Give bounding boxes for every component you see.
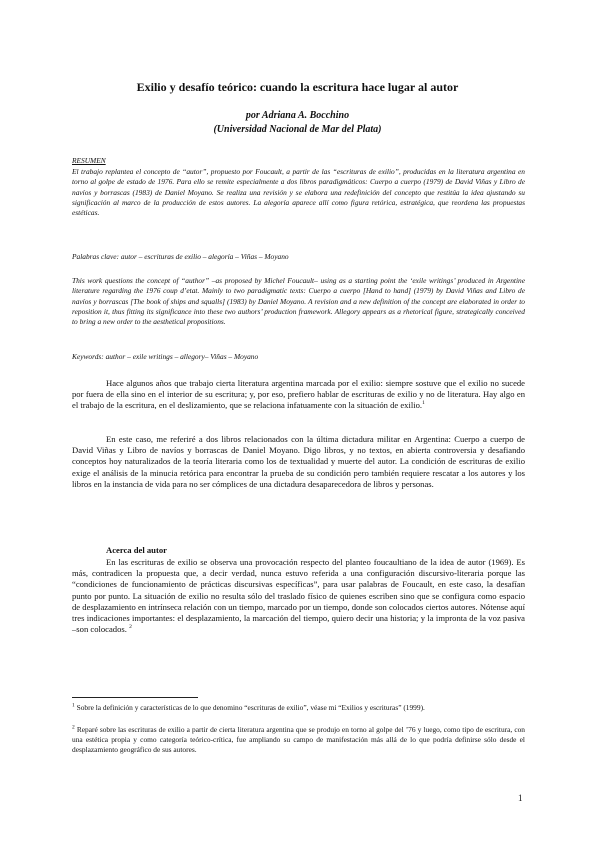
footnote-2-number: 2 <box>72 724 75 731</box>
resumen-heading: RESUMEN <box>72 156 106 165</box>
paper-title: Exilio y desafío teórico: cuando la escritura hace lugar al autor <box>136 80 459 94</box>
resumen-text: El trabajo replantea el concepto de “autor”, propuesto por Foucault, a partir de las “escrituras de exilio”, producidas en la literatura argentina en torno al golpe de estado de 1976. Para ello se remite especialmente a dos libros paradigmáticos: Cuerpo a cuerpo (1979) de David Viñas y Libro de navíos y borrascas (1983) de Daniel Moyano. Se realiza una revisión y se elabora una redefinición del concepto que restitúa la idea ajustando su significación al marco de la producción de estos autores. La alegoría aparece allí como figura retórica, estratégica, que reordena las propuestas estéticas. <box>72 167 525 218</box>
footnote-1-text: Sobre la definición y características de lo que denomino “escrituras de exilio”, véase mi “Exilios y escrituras” (1999). <box>76 703 425 712</box>
footnote-1 <box>72 703 525 713</box>
footnote-2 <box>72 725 525 754</box>
affiliation-line: (Universidad Nacional de Mar del Plata) <box>213 124 382 135</box>
body-paragraph-1-text: Hace algunos años que trabajo cierta literatura argentina marcada por el exilio: siempre sostuve que el exilio no sucede por fuera de ella sino en el interior de su escritura; y, por eso, prefiero hablar de escrituras de exilio y no de literatura. Hay algo en el trabajo de la escritura, en el deslizamiento, que se relaciona infatuamente con la situación de exilio. <box>72 378 525 411</box>
footnote-divider <box>72 697 198 698</box>
palabras-clave: Palabras clave: autor – escrituras de exilio – alegoría – Viñas – Moyano <box>72 252 289 261</box>
section-heading: Acerca del autor <box>106 545 167 555</box>
english-summary: This work questions the concept of “author” –as proposed by Michel Foucault– using as a starting point the ‘exile writings’ produced in Argentine literature regarding the 1976 coup d’etat. Mainly to two paradigmatic texts: Cuerpo a cuerpo [Hand to hand] (1979) by David Viñas and Libro de navíos y borrascas [The book of ships and squalls] (1983) by Daniel Moyano. A revision and a new definition of the concept are elaborated in order to reposition it, thus fitting its significance into these two authors’ production framework. Allegory appears as a rhetorical figure, strategically conceived to bring a new order to the aesthetical propositions. <box>72 276 525 327</box>
keywords: Keywords: author – exile writings – allegory– Viñas – Moyano <box>72 352 259 361</box>
page-number: 1 <box>518 793 523 803</box>
body-paragraph-3 <box>72 557 525 635</box>
author-line: por Adriana A. Bocchino <box>245 110 350 121</box>
footnote-1-number: 1 <box>72 702 75 709</box>
body-paragraph-1 <box>72 378 525 412</box>
footnote-ref-2[interactable]: 2 <box>129 624 132 631</box>
footnote-ref-1[interactable]: 1 <box>422 400 425 407</box>
footnote-2-text: Reparé sobre las escrituras de exilio a partir de cierta literatura argentina que se produjo en torno al golpe del ’76 y luego, como tipo de escritura, con una estética propia y como categoría teórico-crítica, fue ampliando su campo de manifestación más allá de lo que podría definirse sólo desde el desplazamiento geográfico de sus autores. <box>72 725 525 754</box>
body-paragraph-2: En este caso, me referiré a dos libros relacionados con la última dictadura militar en Argentina: Cuerpo a cuerpo de David Viñas y Libro de navíos y borrascas de Daniel Moyano. Digo libros, y no textos, en abierta controversia y desafiando conceptos hoy naturalizados de la teoría literaria como los de textualidad y muerte del autor. La condición de escrituras de exilio exige el análisis de la minucia retórica para encontrar la prueba de su condición pero también requiere rescatar a los autores y los libros en la instancia de vida para no ser cómplices de una dictadura desaparecedora de libros y personas. <box>72 434 525 489</box>
body-paragraph-3-text: En las escrituras de exilio se observa una provocación respecto del planteo foucaultiano de la idea de autor (1969). Es más, contradicen la propuesta que, a decir verdad, nunca estuvo referida a una configuración discursivo-literaria porque las “condiciones de funcionamiento de prácticas discursivas específicas”, para usar palabras de Foucault, en este caso, la desafían punto por punto. La situación de exilio no resulta sólo del traslado físico de quienes escriben sino que se configura como espacio de desplazamiento en intrínseca relación con un tiempo, marcado por un tiempo, donde son colocados ciertos autores. Nótense aquí tres indicaciones importantes: el desplazamiento, la marcación del tiempo, quiero decir una historia; y la impronta de la voz pasiva –son colocados. <box>72 557 525 635</box>
